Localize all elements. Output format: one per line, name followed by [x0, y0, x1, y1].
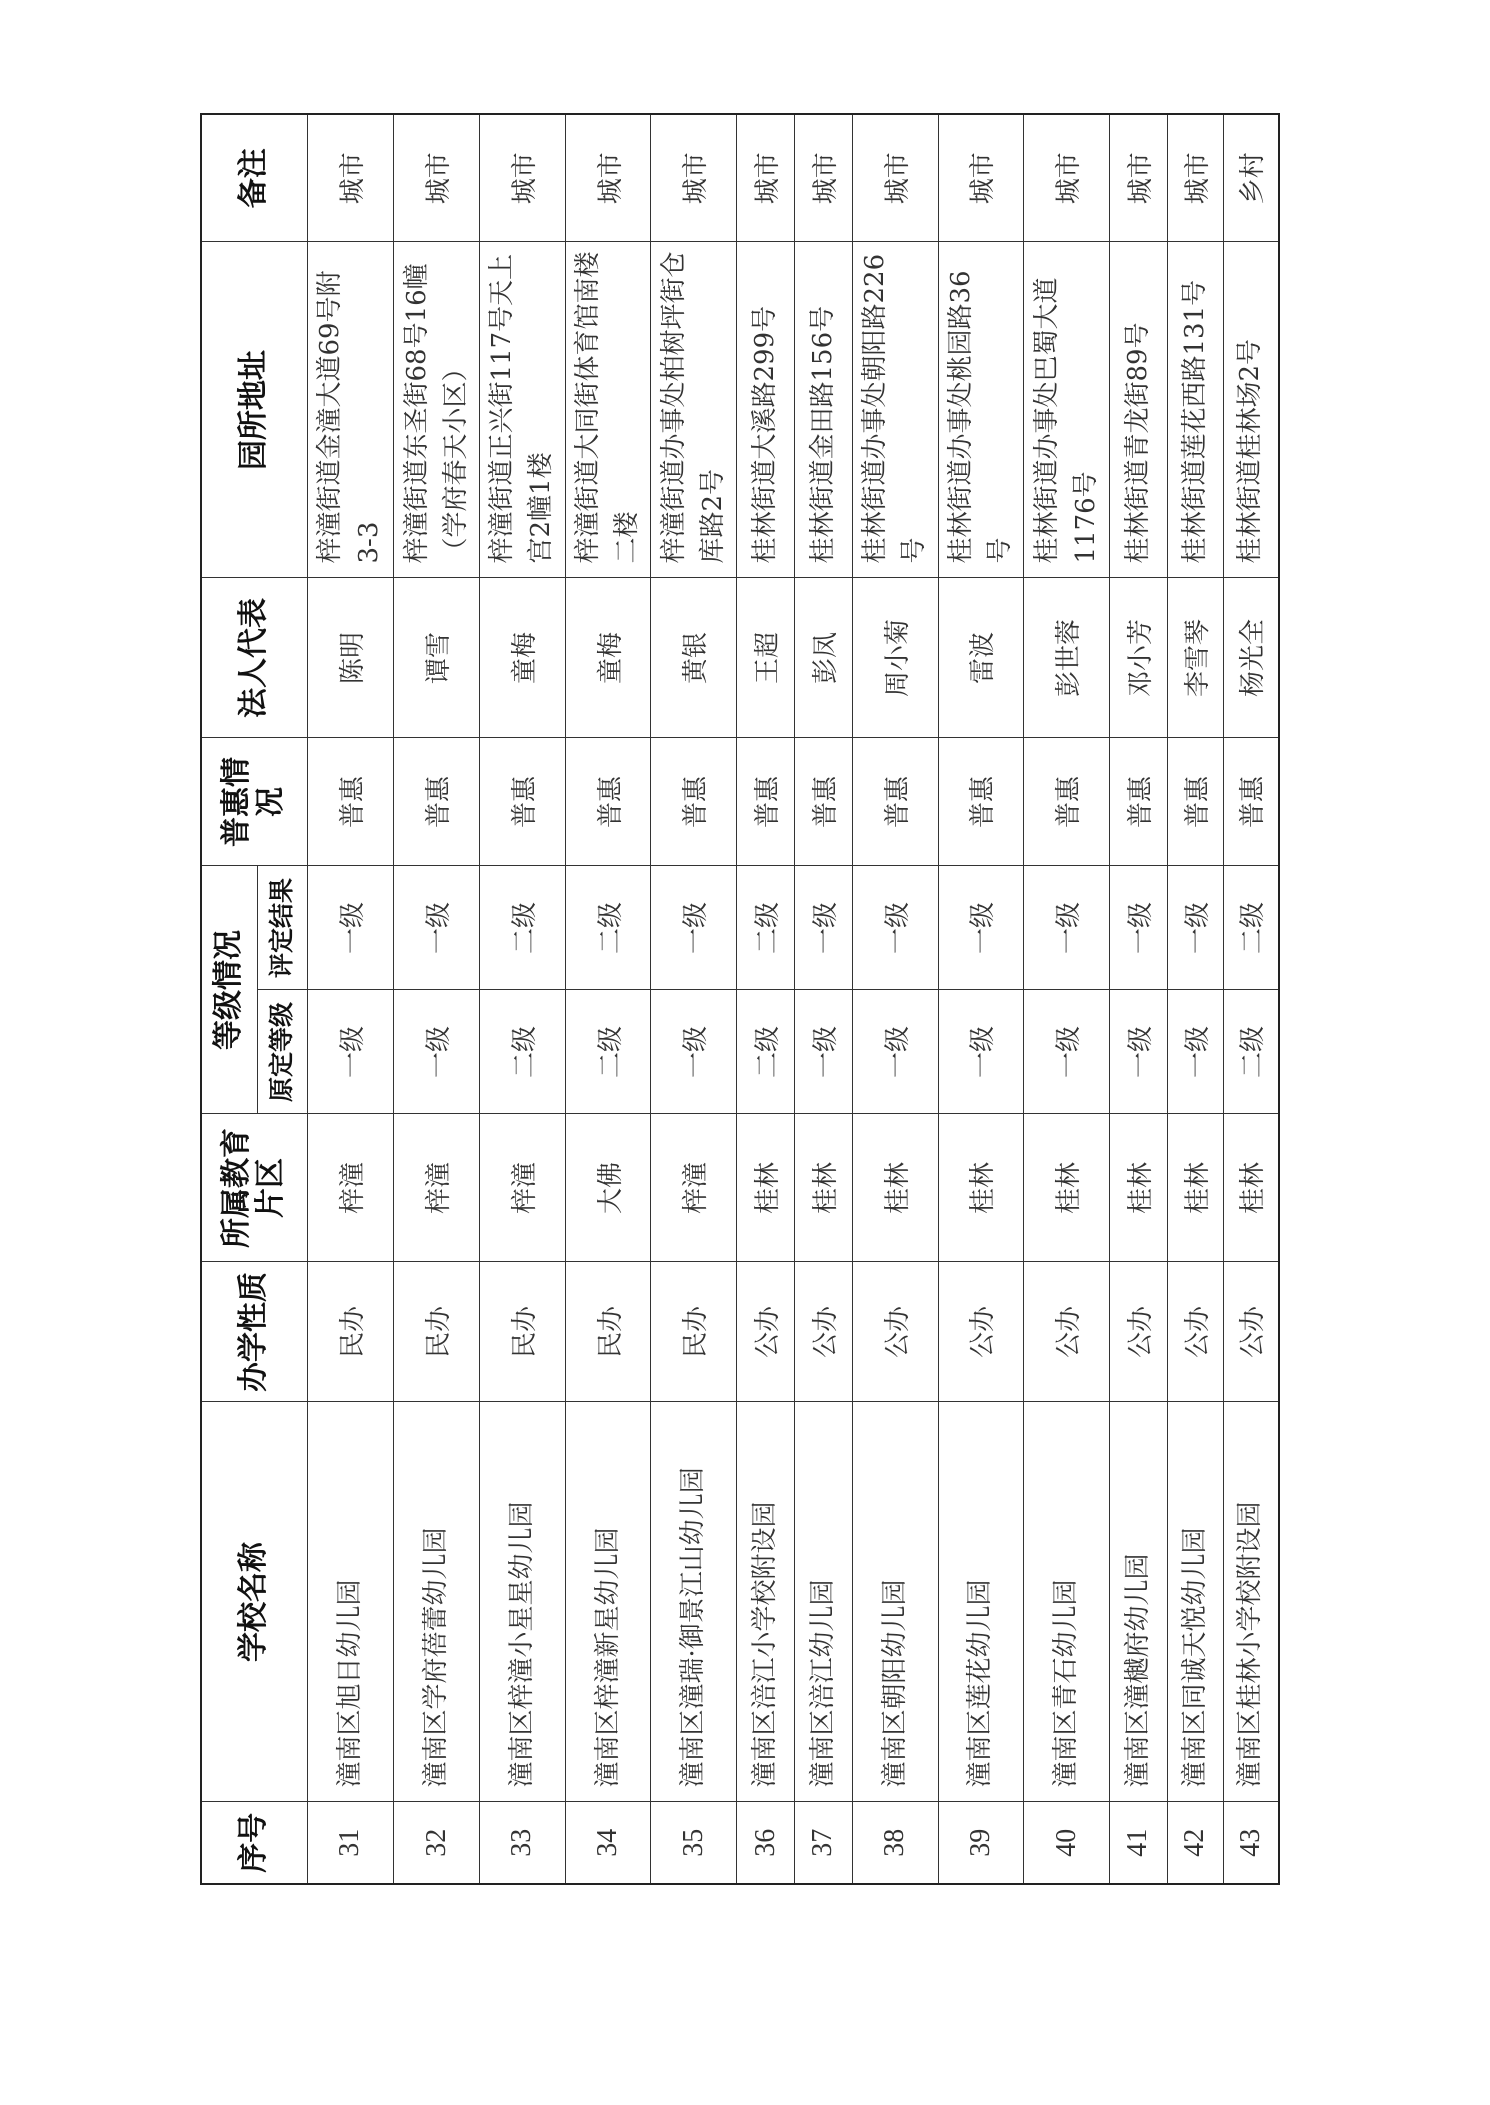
seq-cell: 38: [852, 1802, 938, 1884]
remark-cell: 城市: [938, 114, 1024, 242]
district-cell: 梓潼: [651, 1114, 737, 1262]
seq-cell: 43: [1223, 1802, 1279, 1884]
inclusive-cell: 普惠: [938, 738, 1024, 866]
eval-result-cell: 一级: [1167, 866, 1223, 990]
header-remark: 备注: [201, 114, 307, 242]
header-address: 园所地址: [201, 242, 307, 578]
eval-result-cell: 二级: [737, 866, 795, 990]
district-cell: 大佛: [565, 1114, 651, 1262]
table-row: [1024, 114, 1110, 1884]
orig-grade-cell: 一级: [852, 990, 938, 1114]
address-cell: 桂林街道金田路156号: [794, 242, 852, 578]
table-row: [1109, 114, 1167, 1884]
seq-cell: 34: [565, 1802, 651, 1884]
table-row: [565, 114, 651, 1884]
school-name-cell: 潼南区朝阳幼儿园: [852, 1402, 938, 1802]
address-cell: 桂林街道莲花西路131号: [1167, 242, 1223, 578]
seq-cell: 35: [651, 1802, 737, 1884]
inclusive-cell: 普惠: [737, 738, 795, 866]
table-row: [737, 114, 795, 1884]
header-school: 学校名称: [201, 1402, 307, 1802]
address-cell: 梓潼街道正兴街117号天上宫2幢1楼: [479, 242, 565, 578]
table-row: [794, 114, 852, 1884]
address-cell: 桂林街道大溪路299号: [737, 242, 795, 578]
remark-cell: 城市: [794, 114, 852, 242]
orig-grade-cell: 一级: [794, 990, 852, 1114]
eval-result-cell: 一级: [1024, 866, 1110, 990]
nature-cell: 民办: [651, 1262, 737, 1402]
eval-result-cell: 一级: [307, 866, 394, 990]
legal-rep-cell: 彭凤: [794, 578, 852, 738]
table-row: [651, 114, 737, 1884]
legal-rep-cell: 邓小芳: [1109, 578, 1167, 738]
district-cell: 桂林: [737, 1114, 795, 1262]
nature-cell: 公办: [1223, 1262, 1279, 1402]
eval-result-cell: 一级: [1109, 866, 1167, 990]
district-cell: 桂林: [1167, 1114, 1223, 1262]
school-name-cell: 潼南区梓潼新星幼儿园: [565, 1402, 651, 1802]
eval-result-cell: 一级: [852, 866, 938, 990]
nature-cell: 公办: [1167, 1262, 1223, 1402]
school-name-cell: 潼南区潼瑞·御景江山幼儿园: [651, 1402, 737, 1802]
table-body: [307, 114, 1279, 1884]
eval-result-cell: 一级: [651, 866, 737, 990]
remark-cell: 城市: [1024, 114, 1110, 242]
seq-cell: 39: [938, 1802, 1024, 1884]
table-row: [938, 114, 1024, 1884]
district-cell: 桂林: [794, 1114, 852, 1262]
header-seq: 序号: [201, 1802, 307, 1884]
legal-rep-cell: 彭世蓉: [1024, 578, 1110, 738]
address-cell: 梓潼街道大同街体育馆南楼二楼: [565, 242, 651, 578]
inclusive-cell: 普惠: [307, 738, 394, 866]
legal-rep-cell: 黄银: [651, 578, 737, 738]
address-cell: 梓潼街道东圣街68号16幢（学府春天小区）: [394, 242, 480, 578]
nature-cell: 民办: [479, 1262, 565, 1402]
remark-cell: 城市: [307, 114, 394, 242]
nature-cell: 民办: [394, 1262, 480, 1402]
eval-result-cell: 一级: [794, 866, 852, 990]
inclusive-cell: 普惠: [1223, 738, 1279, 866]
table-row: [1223, 114, 1279, 1884]
district-cell: 桂林: [938, 1114, 1024, 1262]
header-inclusive: 普惠情况: [201, 738, 307, 866]
remark-cell: 城市: [737, 114, 795, 242]
orig-grade-cell: 一级: [938, 990, 1024, 1114]
header-eval-result: 评定结果: [257, 866, 307, 990]
district-cell: 桂林: [1109, 1114, 1167, 1262]
remark-cell: 城市: [565, 114, 651, 242]
nature-cell: 公办: [852, 1262, 938, 1402]
school-name-cell: 潼南区潼樾府幼儿园: [1109, 1402, 1167, 1802]
address-cell: 桂林街道办事处朝阳路226号: [852, 242, 938, 578]
school-name-cell: 潼南区莲花幼儿园: [938, 1402, 1024, 1802]
school-name-cell: 潼南区梓潼小星星幼儿园: [479, 1402, 565, 1802]
school-name-cell: 潼南区旭日幼儿园: [307, 1402, 394, 1802]
remark-cell: 城市: [1109, 114, 1167, 242]
orig-grade-cell: 一级: [651, 990, 737, 1114]
remark-cell: 乡村: [1223, 114, 1279, 242]
district-cell: 桂林: [1223, 1114, 1279, 1262]
legal-rep-cell: 雷波: [938, 578, 1024, 738]
legal-rep-cell: 陈明: [307, 578, 394, 738]
orig-grade-cell: 一级: [1024, 990, 1110, 1114]
remark-cell: 城市: [651, 114, 737, 242]
school-name-cell: 潼南区青石幼儿园: [1024, 1402, 1110, 1802]
header-grade-group: 等级情况: [201, 866, 257, 1114]
address-cell: 桂林街道办事处巴蜀大道1176号: [1024, 242, 1110, 578]
seq-cell: 33: [479, 1802, 565, 1884]
inclusive-cell: 普惠: [794, 738, 852, 866]
table-row: [479, 114, 565, 1884]
orig-grade-cell: 二级: [737, 990, 795, 1114]
remark-cell: 城市: [479, 114, 565, 242]
inclusive-cell: 普惠: [852, 738, 938, 866]
school-name-cell: 潼南区同诚天悦幼儿园: [1167, 1402, 1223, 1802]
inclusive-cell: 普惠: [565, 738, 651, 866]
orig-grade-cell: 二级: [1223, 990, 1279, 1114]
legal-rep-cell: 杨光全: [1223, 578, 1279, 738]
header-orig-grade: 原定等级: [257, 990, 307, 1114]
seq-cell: 31: [307, 1802, 394, 1884]
inclusive-cell: 普惠: [1109, 738, 1167, 866]
remark-cell: 城市: [852, 114, 938, 242]
inclusive-cell: 普惠: [1167, 738, 1223, 866]
orig-grade-cell: 一级: [307, 990, 394, 1114]
nature-cell: 公办: [938, 1262, 1024, 1402]
legal-rep-cell: 李雪琴: [1167, 578, 1223, 738]
seq-cell: 42: [1167, 1802, 1223, 1884]
address-cell: 桂林街道办事处桃园路36号: [938, 242, 1024, 578]
school-name-cell: 潼南区桂林小学校附设园: [1223, 1402, 1279, 1802]
table-row: [852, 114, 938, 1884]
legal-rep-cell: 童梅: [479, 578, 565, 738]
kindergarten-table: [200, 113, 1280, 1885]
nature-cell: 公办: [1024, 1262, 1110, 1402]
inclusive-cell: 普惠: [479, 738, 565, 866]
legal-rep-cell: 童梅: [565, 578, 651, 738]
eval-result-cell: 二级: [1223, 866, 1279, 990]
district-cell: 桂林: [852, 1114, 938, 1262]
eval-result-cell: 一级: [938, 866, 1024, 990]
address-cell: 桂林街道桂林场2号: [1223, 242, 1279, 578]
inclusive-cell: 普惠: [394, 738, 480, 866]
nature-cell: 民办: [565, 1262, 651, 1402]
nature-cell: 公办: [1109, 1262, 1167, 1402]
header-nature: 办学性质: [201, 1262, 307, 1402]
legal-rep-cell: 王超: [737, 578, 795, 738]
inclusive-cell: 普惠: [651, 738, 737, 866]
header-legal-rep: 法人代表: [201, 578, 307, 738]
orig-grade-cell: 二级: [479, 990, 565, 1114]
table-row: [1167, 114, 1223, 1884]
school-name-cell: 潼南区涪江小学校附设园: [737, 1402, 795, 1802]
legal-rep-cell: 周小菊: [852, 578, 938, 738]
district-cell: 梓潼: [394, 1114, 480, 1262]
address-cell: 梓潼街道办事处柏树坪街仓库路2号: [651, 242, 737, 578]
eval-result-cell: 一级: [394, 866, 480, 990]
orig-grade-cell: 一级: [1109, 990, 1167, 1114]
remark-cell: 城市: [1167, 114, 1223, 242]
inclusive-cell: 普惠: [1024, 738, 1110, 866]
school-name-cell: 潼南区学府蓓蕾幼儿园: [394, 1402, 480, 1802]
seq-cell: 40: [1024, 1802, 1110, 1884]
orig-grade-cell: 二级: [565, 990, 651, 1114]
table-row: [394, 114, 480, 1884]
district-cell: 梓潼: [307, 1114, 394, 1262]
seq-cell: 41: [1109, 1802, 1167, 1884]
rotated-page: [200, 148, 1280, 1885]
seq-cell: 36: [737, 1802, 795, 1884]
remark-cell: 城市: [394, 114, 480, 242]
address-cell: 桂林街道青龙街89号: [1109, 242, 1167, 578]
district-cell: 桂林: [1024, 1114, 1110, 1262]
eval-result-cell: 二级: [565, 866, 651, 990]
district-cell: 梓潼: [479, 1114, 565, 1262]
table-row: [307, 114, 394, 1884]
seq-cell: 32: [394, 1802, 480, 1884]
school-name-cell: 潼南区涪江幼儿园: [794, 1402, 852, 1802]
legal-rep-cell: 谭雪: [394, 578, 480, 738]
address-cell: 梓潼街道金潼大道69号附3-3: [307, 242, 394, 578]
header-district: 所属教育片区: [201, 1114, 307, 1262]
orig-grade-cell: 一级: [1167, 990, 1223, 1114]
seq-cell: 37: [794, 1802, 852, 1884]
orig-grade-cell: 一级: [394, 990, 480, 1114]
nature-cell: 公办: [737, 1262, 795, 1402]
nature-cell: 民办: [307, 1262, 394, 1402]
eval-result-cell: 二级: [479, 866, 565, 990]
nature-cell: 公办: [794, 1262, 852, 1402]
